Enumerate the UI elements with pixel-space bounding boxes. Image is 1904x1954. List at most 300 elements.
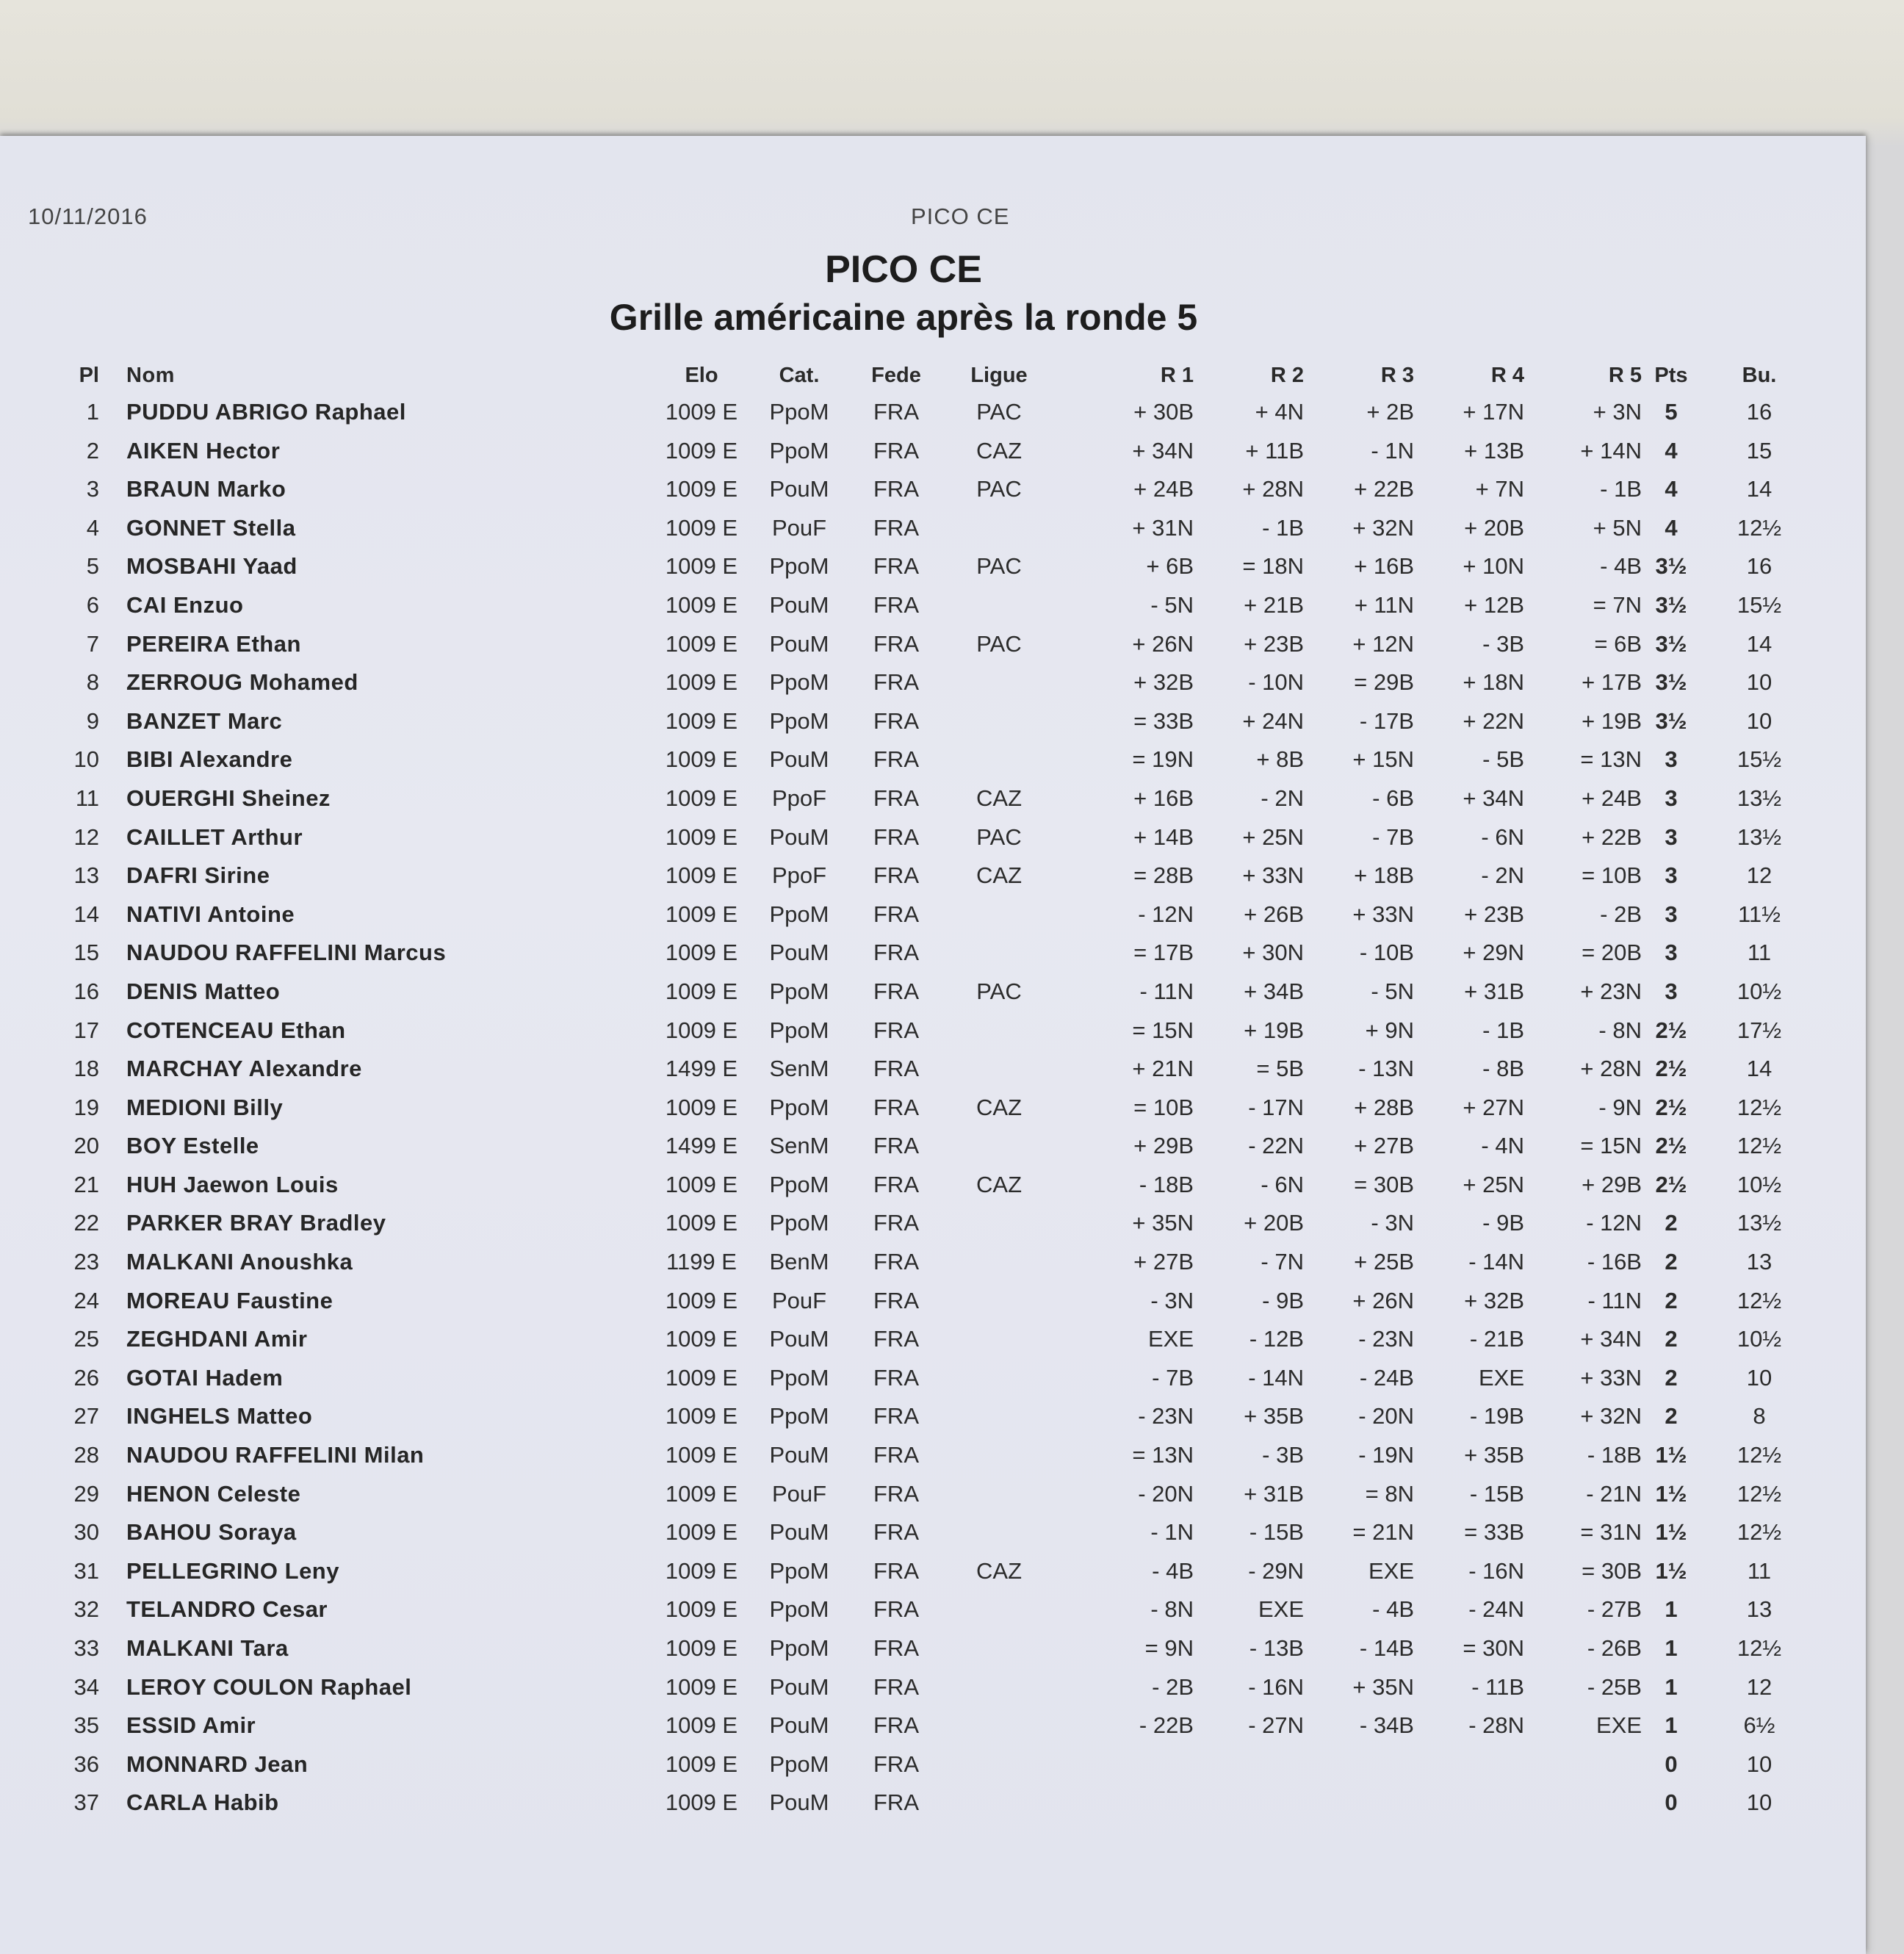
table-row: [0, 1631, 1866, 1670]
round-1-result: - 22B: [1139, 1712, 1194, 1739]
player-name: ZEGHDANI Amir: [126, 1326, 308, 1352]
round-3-result: + 32N: [1352, 514, 1414, 541]
round-3-result: - 23N: [1358, 1326, 1414, 1352]
round-4-result: - 8B: [1482, 1056, 1524, 1082]
elo: 1009 E: [665, 630, 738, 657]
round-5-result: + 19B: [1582, 707, 1642, 734]
league: PAC: [976, 399, 1022, 425]
rank: 17: [73, 1017, 99, 1043]
points: 2: [1665, 1249, 1678, 1275]
rank: 3: [86, 476, 99, 502]
round-3-result: - 19N: [1358, 1442, 1414, 1468]
points: 3: [1665, 940, 1678, 966]
round-2-result: + 11B: [1245, 437, 1304, 464]
round-3-result: + 22B: [1354, 476, 1414, 502]
table-row: [0, 820, 1866, 859]
points: 2: [1665, 1287, 1678, 1313]
league: PAC: [976, 553, 1022, 580]
buchholz: 10: [1746, 1789, 1773, 1816]
player-name: INGHELS Matteo: [126, 1403, 313, 1430]
round-5-result: + 24B: [1582, 785, 1642, 811]
federation: FRA: [873, 862, 919, 889]
round-1-result: = 17B: [1133, 940, 1194, 966]
table-row: [0, 897, 1866, 936]
round-4-result: + 29N: [1463, 940, 1524, 966]
buchholz: 13½: [1737, 823, 1782, 850]
federation: FRA: [873, 1171, 919, 1197]
league: CAZ: [976, 1094, 1022, 1120]
round-5-result: - 11N: [1587, 1287, 1642, 1313]
round-4-result: - 9B: [1482, 1210, 1524, 1236]
round-2-result: - 12B: [1249, 1326, 1304, 1352]
elo: 1009 E: [665, 1519, 738, 1546]
round-5-result: EXE: [1595, 1712, 1642, 1739]
category: PpoM: [769, 901, 829, 927]
round-3-result: = 21N: [1352, 1519, 1414, 1546]
category: PpoM: [769, 669, 829, 696]
rank: 26: [73, 1364, 99, 1391]
points: 3½: [1655, 553, 1687, 580]
rank: 14: [73, 901, 99, 927]
round-1-result: - 18B: [1139, 1171, 1194, 1197]
round-4-result: + 7N: [1475, 476, 1524, 502]
federation: FRA: [873, 476, 919, 502]
round-3-result: - 7B: [1372, 823, 1414, 850]
points: 4: [1665, 514, 1678, 541]
category: PpoM: [769, 1403, 829, 1430]
federation: FRA: [873, 1596, 919, 1623]
player-name: PEREIRA Ethan: [126, 630, 301, 657]
points: 2: [1665, 1364, 1678, 1391]
player-name: COTENCEAU Ethan: [126, 1017, 346, 1043]
round-5-result: + 33N: [1580, 1364, 1642, 1391]
points: 5: [1665, 399, 1678, 425]
player-name: ESSID Amir: [126, 1712, 256, 1739]
rank: 30: [73, 1519, 99, 1546]
category: PpoM: [769, 1751, 829, 1777]
points: 3½: [1655, 707, 1687, 734]
round-2-result: + 26B: [1244, 901, 1304, 927]
table-header: [0, 359, 1866, 396]
rank: 16: [73, 978, 99, 1004]
round-5-result: = 30B: [1582, 1557, 1642, 1584]
points: 3½: [1655, 591, 1687, 618]
round-3-result: + 28B: [1354, 1094, 1414, 1120]
buchholz: 13½: [1737, 1210, 1782, 1236]
federation: FRA: [873, 1673, 919, 1700]
round-4-result: - 11B: [1471, 1673, 1524, 1700]
round-2-result: - 15B: [1249, 1519, 1304, 1546]
rank: 24: [73, 1287, 99, 1313]
elo: 1009 E: [665, 862, 738, 889]
federation: FRA: [873, 1789, 919, 1816]
round-3-result: + 15N: [1352, 746, 1414, 773]
col-header-r4: R 4: [1490, 364, 1524, 387]
rank: 31: [73, 1557, 99, 1584]
elo: 1009 E: [665, 476, 738, 502]
round-2-result: - 16N: [1248, 1673, 1304, 1700]
table-row: [0, 1090, 1866, 1129]
round-5-result: + 17B: [1582, 669, 1642, 696]
federation: FRA: [873, 978, 919, 1004]
round-3-result: - 10B: [1359, 940, 1414, 966]
round-5-result: = 6B: [1594, 630, 1642, 657]
table-row: [0, 1708, 1866, 1747]
points: 3: [1665, 746, 1678, 773]
elo: 1009 E: [665, 399, 738, 425]
page-subtitle: Grille américaine après la ronde 5: [609, 297, 1198, 338]
category: PouM: [769, 476, 829, 502]
rank: 25: [73, 1326, 99, 1352]
round-1-result: - 5N: [1150, 591, 1194, 618]
buchholz: 10: [1746, 707, 1773, 734]
round-3-result: = 8N: [1365, 1480, 1414, 1507]
round-4-result: - 2N: [1481, 862, 1524, 889]
rank: 21: [73, 1171, 99, 1197]
rank: 2: [86, 437, 99, 464]
rank: 22: [73, 1210, 99, 1236]
round-1-result: + 35N: [1132, 1210, 1194, 1236]
round-5-result: - 26B: [1587, 1635, 1642, 1661]
buchholz: 12½: [1737, 1287, 1782, 1313]
buchholz: 13½: [1737, 785, 1782, 811]
buchholz: 14: [1746, 476, 1773, 502]
round-5-result: = 13N: [1580, 746, 1642, 773]
league: PAC: [976, 476, 1022, 502]
elo: 1009 E: [665, 940, 738, 966]
round-2-result: + 30N: [1242, 940, 1304, 966]
col-header-cat: Cat.: [779, 364, 820, 387]
round-1-result: + 27B: [1133, 1249, 1194, 1275]
elo: 1009 E: [665, 1751, 738, 1777]
category: PouM: [769, 1712, 829, 1739]
round-1-result: + 24B: [1133, 476, 1194, 502]
round-4-result: + 34N: [1463, 785, 1524, 811]
round-3-result: = 29B: [1354, 669, 1414, 696]
round-4-result: - 21B: [1469, 1326, 1524, 1352]
table-row: [0, 1515, 1866, 1554]
points: 2½: [1655, 1133, 1687, 1159]
round-3-result: - 24B: [1359, 1364, 1414, 1391]
elo: 1499 E: [665, 1133, 738, 1159]
round-4-result: + 25N: [1463, 1171, 1524, 1197]
round-5-result: - 9N: [1598, 1094, 1642, 1120]
round-2-result: + 19B: [1244, 1017, 1304, 1043]
player-name: MARCHAY Alexandre: [126, 1056, 362, 1082]
round-3-result: - 4B: [1372, 1596, 1414, 1623]
round-5-result: - 4B: [1600, 553, 1642, 580]
elo: 1009 E: [665, 1480, 738, 1507]
round-4-result: + 27N: [1463, 1094, 1524, 1120]
buchholz: 12½: [1737, 1635, 1782, 1661]
category: PouF: [771, 514, 827, 541]
table-row: [0, 1128, 1866, 1167]
round-3-result: = 30B: [1354, 1171, 1414, 1197]
player-name: NAUDOU RAFFELINI Marcus: [126, 940, 447, 966]
round-5-result: = 10B: [1582, 862, 1642, 889]
round-2-result: + 33N: [1242, 862, 1304, 889]
round-5-result: - 12N: [1586, 1210, 1642, 1236]
points: 0: [1665, 1751, 1678, 1777]
round-3-result: + 2B: [1366, 399, 1414, 425]
federation: FRA: [873, 1403, 919, 1430]
round-1-result: + 26N: [1132, 630, 1194, 657]
round-2-result: - 27N: [1248, 1712, 1304, 1739]
round-4-result: = 33B: [1464, 1519, 1524, 1546]
player-name: MEDIONI Billy: [126, 1094, 284, 1120]
federation: FRA: [873, 1210, 919, 1236]
federation: FRA: [873, 1442, 919, 1468]
round-5-result: + 34N: [1580, 1326, 1642, 1352]
elo: 1009 E: [665, 1712, 738, 1739]
round-1-result: = 15N: [1132, 1017, 1194, 1043]
elo: 1009 E: [665, 1442, 738, 1468]
category: PouM: [769, 940, 829, 966]
rank: 11: [75, 785, 99, 811]
table-row: [0, 1554, 1866, 1593]
round-5-result: + 32N: [1580, 1403, 1642, 1430]
round-1-result: + 34N: [1132, 437, 1194, 464]
rank: 12: [73, 823, 99, 850]
rank: 6: [86, 591, 99, 618]
round-5-result: - 25B: [1587, 1673, 1642, 1700]
federation: FRA: [873, 1557, 919, 1584]
round-4-result: + 32B: [1464, 1287, 1524, 1313]
elo: 1009 E: [665, 1326, 738, 1352]
elo: 1009 E: [665, 591, 738, 618]
elo: 1009 E: [665, 785, 738, 811]
federation: FRA: [873, 514, 919, 541]
round-3-result: + 9N: [1365, 1017, 1414, 1043]
round-1-result: + 29B: [1133, 1133, 1194, 1159]
buchholz: 15: [1746, 437, 1773, 464]
league: PAC: [976, 978, 1022, 1004]
player-name: BIBI Alexandre: [126, 746, 293, 773]
player-name: AIKEN Hector: [126, 437, 281, 464]
round-2-result: + 24N: [1242, 707, 1304, 734]
table-row: [0, 627, 1866, 666]
round-3-result: - 14B: [1359, 1635, 1414, 1661]
col-header-r3: R 3: [1380, 364, 1414, 387]
round-3-result: - 3N: [1371, 1210, 1414, 1236]
table-row: [0, 1283, 1866, 1322]
buchholz: 11: [1747, 1557, 1772, 1584]
buchholz: 15½: [1737, 746, 1782, 773]
player-name: BOY Estelle: [126, 1133, 259, 1159]
federation: FRA: [873, 1751, 919, 1777]
elo: 1499 E: [665, 1056, 738, 1082]
round-1-result: + 31N: [1132, 514, 1194, 541]
table-row: [0, 1205, 1866, 1244]
elo: 1009 E: [665, 1287, 738, 1313]
round-5-result: = 15N: [1580, 1133, 1642, 1159]
player-name: NATIVI Antoine: [126, 901, 295, 927]
elo: 1009 E: [665, 1557, 738, 1584]
points: 3: [1665, 785, 1678, 811]
elo: 1009 E: [665, 1171, 738, 1197]
round-1-result: - 2B: [1152, 1673, 1194, 1700]
round-4-result: + 20B: [1464, 514, 1524, 541]
round-1-result: = 19N: [1132, 746, 1194, 773]
points: 1½: [1655, 1557, 1687, 1584]
round-1-result: = 10B: [1133, 1094, 1194, 1120]
elo: 1009 E: [665, 707, 738, 734]
category: PpoM: [769, 1017, 829, 1043]
table-row: [0, 1360, 1866, 1399]
round-5-result: - 16B: [1587, 1249, 1642, 1275]
category: BenM: [769, 1249, 829, 1275]
federation: FRA: [873, 1094, 919, 1120]
round-3-result: - 20N: [1358, 1403, 1414, 1430]
round-4-result: + 35B: [1464, 1442, 1524, 1468]
round-1-result: = 33B: [1133, 707, 1194, 734]
round-4-result: = 30N: [1463, 1635, 1524, 1661]
round-4-result: - 6N: [1481, 823, 1524, 850]
elo: 1009 E: [665, 901, 738, 927]
points: 3½: [1655, 630, 1687, 657]
round-1-result: - 12N: [1138, 901, 1194, 927]
buchholz: 8: [1753, 1403, 1766, 1430]
buchholz: 10½: [1737, 1171, 1782, 1197]
player-name: CAILLET Arthur: [126, 823, 303, 850]
round-4-result: - 16N: [1468, 1557, 1524, 1584]
elo: 1009 E: [665, 553, 738, 580]
rank: 9: [86, 707, 99, 734]
rank: 20: [73, 1133, 99, 1159]
buchholz: 12½: [1737, 1519, 1782, 1546]
elo: 1009 E: [665, 514, 738, 541]
round-1-result: + 21N: [1132, 1056, 1194, 1082]
round-5-result: + 22B: [1582, 823, 1642, 850]
rank: 33: [73, 1635, 99, 1661]
points: 2: [1665, 1210, 1678, 1236]
round-5-result: - 18B: [1587, 1442, 1642, 1468]
round-4-result: - 4N: [1481, 1133, 1524, 1159]
round-2-result: + 35B: [1244, 1403, 1304, 1430]
category: PouM: [769, 630, 829, 657]
round-3-result: EXE: [1368, 1557, 1414, 1584]
league: CAZ: [976, 437, 1022, 464]
round-5-result: = 31N: [1580, 1519, 1642, 1546]
round-2-result: - 6N: [1261, 1171, 1304, 1197]
round-3-result: - 1N: [1371, 437, 1414, 464]
rank: 19: [73, 1094, 99, 1120]
federation: FRA: [873, 1133, 919, 1159]
player-name: MALKANI Anoushka: [126, 1249, 353, 1275]
player-name: DENIS Matteo: [126, 978, 281, 1004]
round-1-result: - 7B: [1152, 1364, 1194, 1391]
category: SenM: [769, 1133, 829, 1159]
buchholz: 14: [1746, 1056, 1773, 1082]
federation: FRA: [873, 1287, 919, 1313]
buchholz: 12½: [1737, 1133, 1782, 1159]
rank: 28: [73, 1442, 99, 1468]
table-row: [0, 665, 1866, 704]
rank: 23: [73, 1249, 99, 1275]
category: PpoM: [769, 978, 829, 1004]
buchholz: 13: [1746, 1249, 1773, 1275]
rank: 29: [73, 1480, 99, 1507]
player-name: MONNARD Jean: [126, 1751, 309, 1777]
buchholz: 6½: [1743, 1712, 1775, 1739]
points: 1½: [1655, 1480, 1687, 1507]
category: PpoM: [769, 1364, 829, 1391]
buchholz: 12½: [1737, 514, 1782, 541]
category: PouM: [769, 1673, 829, 1700]
rank: 36: [73, 1751, 99, 1777]
table-row: [0, 1013, 1866, 1052]
round-1-result: + 6B: [1146, 553, 1194, 580]
category: PpoM: [769, 1635, 829, 1661]
federation: FRA: [873, 1326, 919, 1352]
running-header: PICO CE: [911, 203, 1010, 229]
round-3-result: - 6B: [1372, 785, 1414, 811]
elo: 1009 E: [665, 978, 738, 1004]
round-3-result: + 26N: [1352, 1287, 1414, 1313]
round-5-result: + 28N: [1580, 1056, 1642, 1082]
round-1-result: + 32B: [1133, 669, 1194, 696]
points: 1: [1665, 1635, 1678, 1661]
round-2-result: + 8B: [1256, 746, 1304, 773]
round-2-result: EXE: [1258, 1596, 1304, 1623]
round-1-result: - 11N: [1139, 978, 1194, 1004]
round-5-result: - 27B: [1587, 1596, 1642, 1623]
federation: FRA: [873, 399, 919, 425]
round-4-result: + 18N: [1463, 669, 1524, 696]
player-name: MOREAU Faustine: [126, 1287, 333, 1313]
table-row: [0, 511, 1866, 549]
round-2-result: + 28N: [1242, 476, 1304, 502]
player-name: PELLEGRINO Leny: [126, 1557, 339, 1584]
round-4-result: - 3B: [1482, 630, 1524, 657]
table-row: [0, 1785, 1866, 1824]
category: PouM: [769, 1326, 829, 1352]
buchholz: 10½: [1737, 978, 1782, 1004]
category: PpoM: [769, 399, 829, 425]
buchholz: 11½: [1737, 901, 1781, 927]
rank: 10: [73, 746, 99, 773]
player-name: GONNET Stella: [126, 514, 296, 541]
federation: FRA: [873, 940, 919, 966]
elo: 1009 E: [665, 1017, 738, 1043]
col-header-r1: R 1: [1160, 364, 1194, 387]
federation: FRA: [873, 553, 919, 580]
col-header-ligue: Ligue: [970, 364, 1028, 387]
round-1-result: + 14B: [1133, 823, 1194, 850]
round-1-result: - 8N: [1150, 1596, 1194, 1623]
table-row: [0, 1592, 1866, 1631]
player-name: CAI Enzuo: [126, 591, 244, 618]
player-name: GOTAI Hadem: [126, 1364, 284, 1391]
round-5-result: = 7N: [1593, 591, 1642, 618]
category: PouF: [771, 1480, 827, 1507]
buchholz: 10½: [1737, 1326, 1782, 1352]
table-row: [0, 1670, 1866, 1709]
federation: FRA: [873, 591, 919, 618]
federation: FRA: [873, 437, 919, 464]
rank: 7: [86, 630, 99, 657]
table-row: [0, 472, 1866, 511]
round-2-result: + 4N: [1255, 399, 1304, 425]
rank: 32: [73, 1596, 99, 1623]
round-4-result: - 19B: [1469, 1403, 1524, 1430]
round-2-result: - 13B: [1249, 1635, 1304, 1661]
buchholz: 13: [1746, 1596, 1773, 1623]
league: CAZ: [976, 785, 1022, 811]
table-row: [0, 549, 1866, 588]
category: PpoF: [771, 785, 827, 811]
table-row: [0, 588, 1866, 627]
